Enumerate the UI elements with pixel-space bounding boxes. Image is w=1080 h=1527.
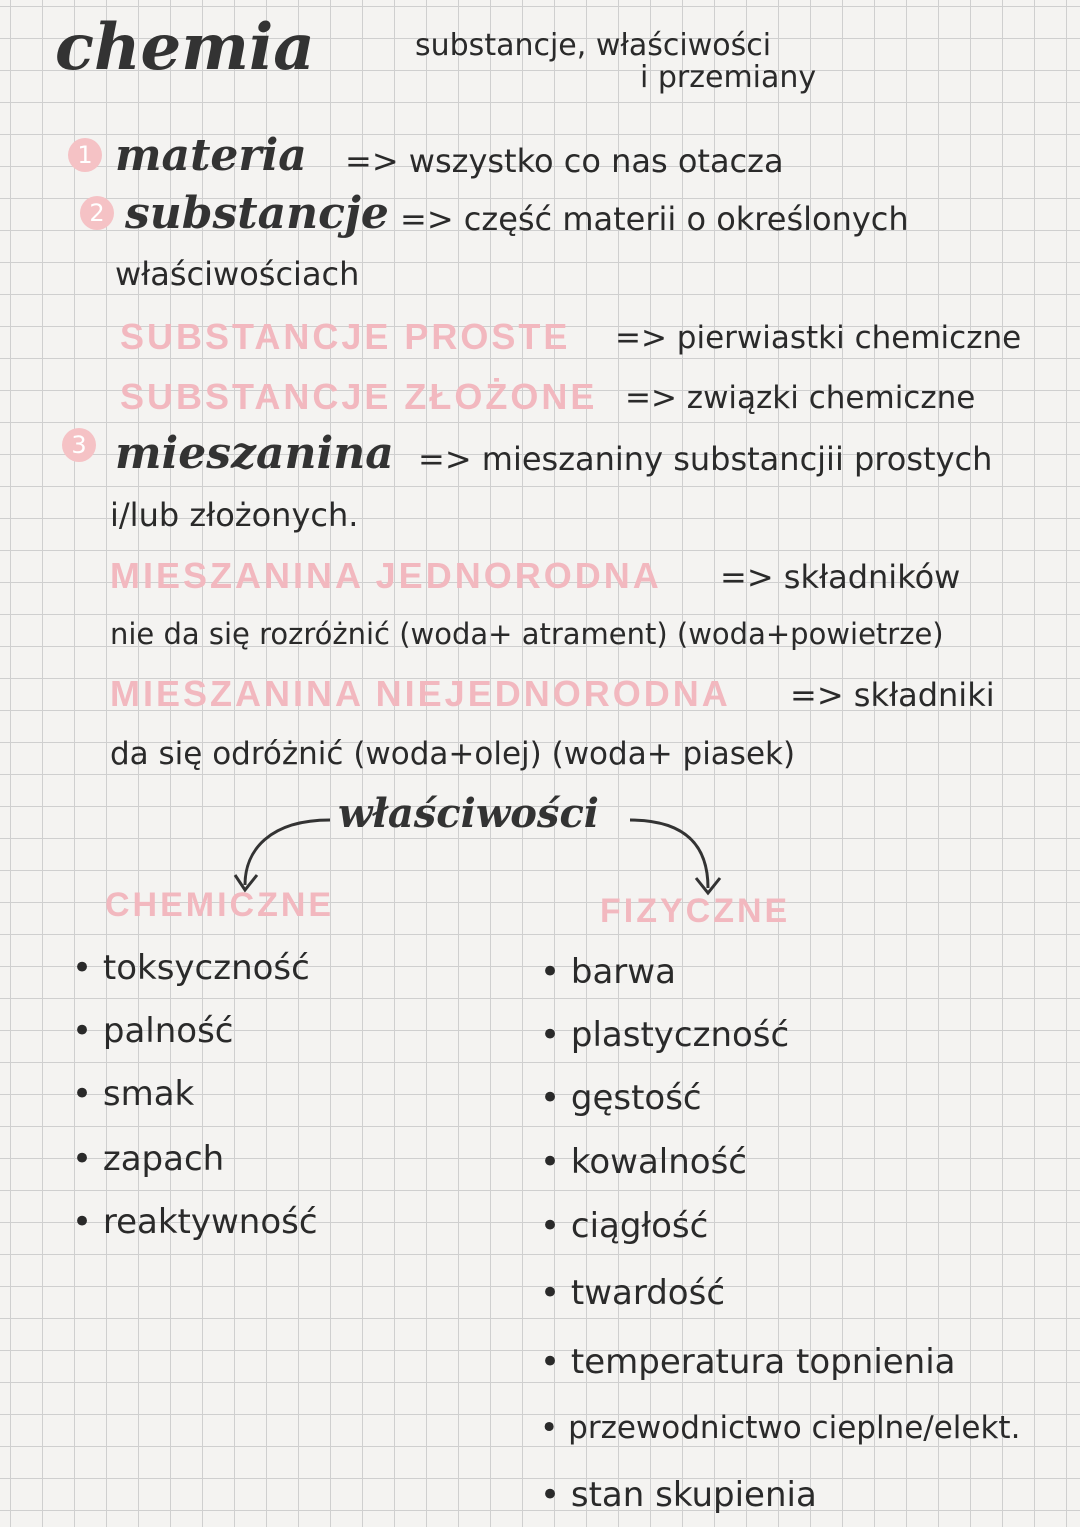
term-substancje: substancje xyxy=(125,188,389,239)
list-item: • palność xyxy=(72,1011,234,1051)
list-item: • barwa xyxy=(540,952,676,992)
desc-substancje-proste: => pierwiastki chemiczne xyxy=(615,320,1022,356)
desc-substancje-zlozone: => związki chemiczne xyxy=(625,380,976,416)
desc-mieszanina-jednorodna-cont: nie da się rozróżnić (woda+ atrament) (woda+powietrze) xyxy=(110,617,944,651)
subtitle-line-2: i przemiany xyxy=(640,60,817,95)
properties-heading: właściwości xyxy=(338,790,599,837)
definition-materia: => wszystko co nas otacza xyxy=(345,142,784,180)
number-badge: 2 xyxy=(80,196,114,230)
list-item: • twardość xyxy=(540,1273,725,1313)
desc-mieszanina-niejednorodna: => składniki xyxy=(790,676,995,714)
definition-mieszanina: => mieszaniny substancjii prostych xyxy=(418,440,993,478)
number-badge: 3 xyxy=(62,428,96,462)
list-item: • reaktywność xyxy=(72,1202,318,1242)
list-item: • toksyczność xyxy=(72,948,310,988)
subtitle-line-1: substancje, właściwości xyxy=(415,28,772,63)
label-substancje-zlozone: SUBSTANCJE ZŁOŻONE xyxy=(120,376,598,417)
list-item: • ciągłość xyxy=(540,1206,708,1246)
label-mieszanina-jednorodna: MIESZANINA JEDNORODNA xyxy=(110,555,662,596)
label-mieszanina-niejednorodna: MIESZANINA NIEJEDNORODNA xyxy=(110,673,731,714)
definition-substancje: => część materii o określonych xyxy=(400,200,909,238)
arrows-icon xyxy=(230,800,730,900)
chemical-label: CHEMICZNE xyxy=(105,886,335,924)
physical-label: FIZYCZNE xyxy=(600,892,791,930)
list-item: • gęstość xyxy=(540,1078,702,1118)
list-item: • kowalność xyxy=(540,1142,747,1182)
term-materia: materia xyxy=(115,130,307,181)
term-mieszanina: mieszanina xyxy=(115,428,394,479)
desc-mieszanina-niejednorodna-cont: da się odróżnić (woda+olej) (woda+ piasek) xyxy=(110,736,796,772)
definition-substancje-cont: właściwościach xyxy=(115,255,360,293)
list-item: • przewodnictwo cieplne/elekt. xyxy=(540,1410,1020,1446)
list-item: • stan skupienia xyxy=(540,1475,817,1515)
page-title: chemia xyxy=(55,10,315,85)
number-badge: 1 xyxy=(68,138,102,172)
label-substancje-proste: SUBSTANCJE PROSTE xyxy=(120,316,571,357)
list-item: • temperatura topnienia xyxy=(540,1342,956,1382)
list-item: • smak xyxy=(72,1074,194,1114)
list-item: • zapach xyxy=(72,1139,224,1179)
desc-mieszanina-jednorodna: => składników xyxy=(720,558,961,596)
definition-mieszanina-cont: i/lub złożonych. xyxy=(110,496,359,534)
list-item: • plastyczność xyxy=(540,1015,789,1055)
